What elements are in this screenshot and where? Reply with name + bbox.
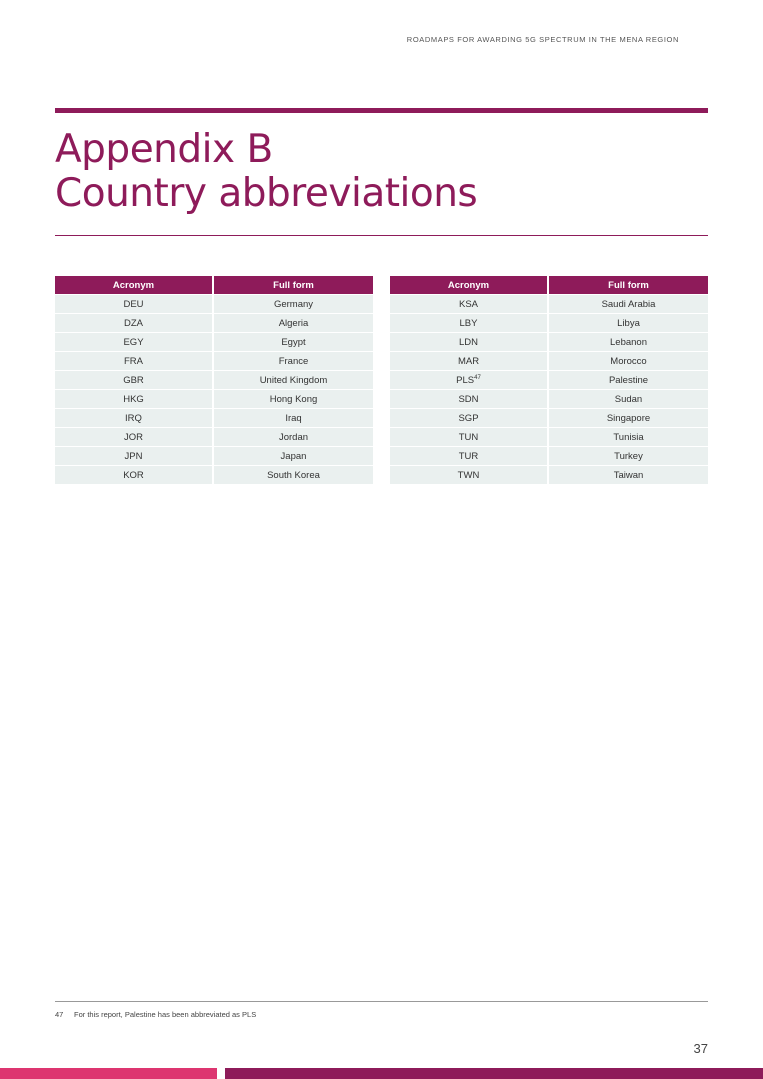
table-row xyxy=(55,371,373,389)
full-form-cell: Palestine xyxy=(549,371,708,389)
table-row xyxy=(55,314,373,332)
full-form-cell: Sudan xyxy=(549,390,708,408)
page-number: 37 xyxy=(693,1041,708,1056)
acronym-cell: JPN xyxy=(55,447,214,465)
table-row xyxy=(390,447,708,465)
full-form-cell: Lebanon xyxy=(549,333,708,351)
abbreviations-table-right xyxy=(390,275,708,485)
full-form-cell: United Kingdom xyxy=(214,371,373,389)
full-form-cell: France xyxy=(214,352,373,370)
table-row xyxy=(55,428,373,446)
footnote-divider xyxy=(55,1001,708,1002)
full-form-cell: Turkey xyxy=(549,447,708,465)
table-row xyxy=(390,352,708,370)
table-row xyxy=(390,428,708,446)
table-row xyxy=(390,314,708,332)
acronym-cell: JOR xyxy=(55,428,214,446)
column-header-full-form: Full form xyxy=(214,276,373,294)
title-line-2: Country abbreviations xyxy=(55,171,478,216)
acronym-cell: MAR xyxy=(390,352,549,370)
abbreviations-table-left xyxy=(55,275,373,485)
acronym-cell: KSA xyxy=(390,295,549,313)
acronym-cell: IRQ xyxy=(55,409,214,427)
bottom-accent-bar-right xyxy=(225,1068,763,1079)
acronym-cell: GBR xyxy=(55,371,214,389)
table-row xyxy=(55,333,373,351)
running-header: ROADMAPS FOR AWARDING 5G SPECTRUM IN THE MENA REGION xyxy=(406,35,679,44)
full-form-cell: Taiwan xyxy=(549,466,708,484)
full-form-cell: Singapore xyxy=(549,409,708,427)
full-form-cell: Tunisia xyxy=(549,428,708,446)
acronym-cell: FRA xyxy=(55,352,214,370)
table-row xyxy=(55,390,373,408)
column-header-full-form: Full form xyxy=(549,276,708,294)
acronym-cell xyxy=(390,371,549,389)
full-form-cell: Iraq xyxy=(214,409,373,427)
acronym-cell: TUR xyxy=(390,447,549,465)
title-divider xyxy=(55,235,708,236)
acronym-cell: KOR xyxy=(55,466,214,484)
footnote-text: For this report, Palestine has been abbreviated as PLS xyxy=(74,1010,257,1019)
full-form-cell: Saudi Arabia xyxy=(549,295,708,313)
full-form-cell: Jordan xyxy=(214,428,373,446)
table-row xyxy=(390,333,708,351)
top-accent-bar xyxy=(55,108,708,113)
acronym-cell: SDN xyxy=(390,390,549,408)
acronym-cell: TUN xyxy=(390,428,549,446)
table-row xyxy=(55,447,373,465)
table-row xyxy=(55,352,373,370)
full-form-cell: Japan xyxy=(214,447,373,465)
table-row xyxy=(390,371,708,389)
table-header-row xyxy=(390,276,708,294)
bottom-accent-bar-left xyxy=(0,1068,217,1079)
title-line-1: Appendix B xyxy=(55,127,273,172)
table-header-row xyxy=(55,276,373,294)
full-form-cell: Egypt xyxy=(214,333,373,351)
column-header-acronym: Acronym xyxy=(390,276,549,294)
table-row xyxy=(55,466,373,484)
full-form-cell: Hong Kong xyxy=(214,390,373,408)
acronym-cell: HKG xyxy=(55,390,214,408)
acronym-cell: LBY xyxy=(390,314,549,332)
table-row xyxy=(390,295,708,313)
footnote-reference: 47 xyxy=(474,374,481,381)
page-title xyxy=(55,128,477,216)
acronym-cell: DZA xyxy=(55,314,214,332)
table-row xyxy=(390,390,708,408)
acronym-cell: TWN xyxy=(390,466,549,484)
acronym-text: PLS xyxy=(456,374,475,386)
footnote-number: 47 xyxy=(55,1010,64,1019)
table-row xyxy=(55,295,373,313)
full-form-cell: Morocco xyxy=(549,352,708,370)
full-form-cell: South Korea xyxy=(214,466,373,484)
full-form-cell: Germany xyxy=(214,295,373,313)
full-form-cell: Algeria xyxy=(214,314,373,332)
table-row xyxy=(390,466,708,484)
acronym-cell: EGY xyxy=(55,333,214,351)
column-header-acronym: Acronym xyxy=(55,276,214,294)
acronym-cell: SGP xyxy=(390,409,549,427)
table-row xyxy=(390,409,708,427)
footnote xyxy=(55,1010,256,1019)
acronym-cell: DEU xyxy=(55,295,214,313)
full-form-cell: Libya xyxy=(549,314,708,332)
acronym-cell: LDN xyxy=(390,333,549,351)
table-row xyxy=(55,409,373,427)
